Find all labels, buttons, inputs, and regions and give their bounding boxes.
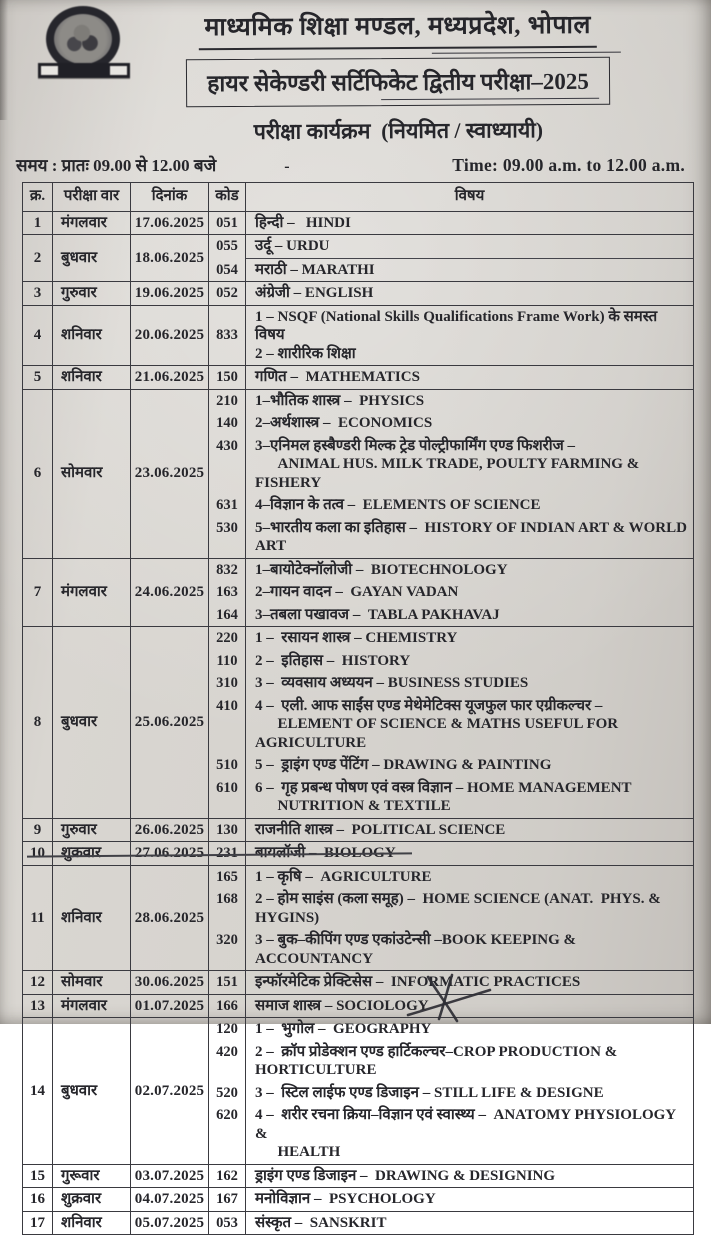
row-subject	[246, 754, 693, 777]
subject-entry	[209, 819, 693, 842]
subject-line: 2 – क्रॉप प्रोडेक्शन एण्ड हार्टिकल्चर–CROP PRODUCTION & HORTICULTURE	[255, 1043, 621, 1078]
row-code: 520	[209, 1082, 246, 1105]
subject-line: NUTRITION & TEXTILE	[255, 798, 451, 814]
subject-line: 4 – एली. आफ साईंस एण्ड मेथेमेटिक्स यूजफुल फार एग्रीकल्चर –	[255, 697, 603, 714]
row-date: 25.06.2025	[131, 627, 209, 818]
row-subject	[246, 212, 693, 235]
subject-entry	[209, 559, 693, 582]
row-date: 19.06.2025	[131, 282, 209, 305]
row-code: 140	[209, 412, 246, 435]
row-subject	[246, 559, 693, 582]
row-day: गुरुवार	[53, 819, 131, 842]
table-row	[23, 1212, 693, 1235]
row-subject	[246, 1212, 693, 1235]
row-code: 110	[209, 650, 246, 673]
row-code: 162	[209, 1165, 246, 1188]
row-serial: 13	[23, 995, 53, 1018]
subject-line: 1–बायोटेक्नॉलोजी – BIOTECHNOLOGY	[255, 561, 508, 578]
pen-x-scribble	[402, 968, 506, 1024]
subject-entry	[209, 390, 693, 413]
row-date: 28.06.2025	[131, 866, 209, 971]
row-code: 210	[209, 390, 246, 413]
row-serial: 14	[23, 1018, 53, 1164]
table-row	[23, 971, 693, 995]
row-code: 052	[209, 282, 246, 305]
table-row	[23, 1165, 693, 1189]
row-subject	[246, 888, 693, 929]
row-day: मंगलवार	[53, 559, 131, 627]
row-entries	[209, 1188, 693, 1211]
subject-entry	[209, 366, 693, 389]
row-date: 18.06.2025	[131, 235, 209, 281]
row-date: 02.07.2025	[131, 1018, 209, 1164]
row-subject	[246, 627, 693, 650]
row-code: 151	[209, 971, 246, 994]
exam-schedule-table	[22, 182, 694, 1235]
header-code: कोड	[209, 183, 246, 211]
header-subject: विषय	[454, 188, 485, 204]
subject-line: हिन्दी – HINDI	[255, 214, 351, 231]
subject-line: 1 – भुगोल – GEOGRAPHY	[255, 1021, 432, 1037]
table-row	[23, 1018, 693, 1165]
title-block	[118, 6, 679, 146]
subject-line: 5–भारतीय कला का इतिहास – HISTORY OF INDIAN ART & WORLD ART	[255, 519, 690, 554]
subject-line: 4 – शरीर रचना क्रिया–विज्ञान एवं स्वास्थ्य – ANATOMY PHYSIOLOGY &	[255, 1107, 680, 1142]
row-day: सोमवार	[53, 971, 131, 994]
row-day: शनिवार	[53, 366, 131, 389]
subject-entry	[209, 866, 693, 889]
row-serial: 12	[23, 971, 53, 994]
row-serial: 3	[23, 282, 53, 305]
table-row	[23, 866, 693, 972]
subject-entry	[209, 604, 693, 627]
row-date: 03.07.2025	[131, 1165, 209, 1188]
subject-line: ANIMAL HUS. MILK TRADE, POULTY FARMING & FISHERY	[255, 456, 643, 491]
row-entries	[209, 390, 693, 558]
subject-entry	[209, 777, 693, 818]
row-entries	[209, 366, 693, 389]
row-code: 320	[209, 929, 246, 970]
row-subject	[246, 1104, 693, 1164]
row-code: 120	[209, 1018, 246, 1041]
table-body	[23, 212, 693, 1235]
row-subject	[246, 259, 693, 282]
row-date: 17.06.2025	[131, 212, 209, 235]
time-row	[16, 153, 685, 176]
subject-line: 1 – रसायन शास्त्र – CHEMISTRY	[255, 630, 458, 646]
subject-line: बायलॉजी – BIOLOGY	[255, 845, 396, 861]
row-entries	[209, 1165, 693, 1188]
row-date: 26.06.2025	[131, 819, 209, 842]
row-code: 410	[209, 695, 246, 755]
table-row	[23, 306, 693, 367]
subject-line: 2 – शारीरिक शिक्षा	[255, 345, 356, 362]
row-subject	[246, 1165, 693, 1188]
row-subject	[246, 282, 693, 305]
row-code: 631	[209, 494, 246, 517]
subject-entry	[209, 581, 693, 604]
row-subject	[246, 517, 693, 558]
board-title: माध्यमिक शिक्षा मण्डल, मध्यप्रदेश, भोपाल	[198, 7, 597, 50]
row-subject	[246, 435, 693, 495]
row-serial: 9	[23, 819, 53, 842]
row-serial: 15	[23, 1165, 53, 1188]
row-date: 30.06.2025	[131, 971, 209, 994]
row-day: मंगलवार	[53, 995, 131, 1018]
row-subject	[246, 672, 693, 695]
table-row	[23, 819, 693, 843]
subject-entry	[209, 494, 693, 517]
header-serial: क्र.	[23, 183, 53, 211]
document-header	[0, 0, 711, 145]
table-row	[23, 366, 693, 390]
row-entries	[209, 306, 693, 366]
subject-line: 1 – कृषि – AGRICULTURE	[255, 868, 432, 885]
row-subject	[246, 650, 693, 673]
subject-entry	[209, 212, 693, 235]
row-day: बुधवार	[53, 627, 131, 818]
row-code: 051	[209, 212, 246, 235]
subject-line: समाज शास्त्र – SOCIOLOGY	[255, 997, 429, 1014]
table-row	[23, 1188, 693, 1212]
row-entries	[209, 1018, 693, 1164]
header-date: दिनांक	[131, 183, 209, 211]
subject-line: 3–तबला पखावज – TABLA PAKHAVAJ	[255, 606, 500, 623]
row-date: 24.06.2025	[131, 559, 209, 627]
row-code: 164	[209, 604, 246, 627]
program-title: परीक्षा कार्यक्रम (नियमित / स्वाध्यायी)	[253, 118, 544, 144]
row-code: 220	[209, 627, 246, 650]
row-code: 530	[209, 517, 246, 558]
row-date: 27.06.2025	[131, 842, 209, 865]
row-serial: 6	[23, 390, 53, 558]
subject-entry	[209, 929, 693, 970]
table-header-row	[23, 183, 693, 212]
row-code: 165	[209, 866, 246, 889]
subject-line: 2 – इतिहास – HISTORY	[255, 652, 411, 669]
row-code: 610	[209, 777, 246, 818]
subject-entry	[209, 259, 693, 282]
subject-entry	[209, 754, 693, 777]
subject-line: 3–एनिमल हस्बैण्डरी मिल्क ट्रेड पोल्ट्रीफार्मिंग एण्ड फिशरीज –	[255, 437, 576, 454]
subject-entry	[209, 1212, 693, 1235]
row-entries	[209, 866, 693, 971]
subject-entry	[209, 1188, 693, 1211]
row-day: शनिवार	[53, 306, 131, 366]
row-day: शनिवार	[53, 1212, 131, 1235]
subject-line: उर्दू – URDU	[255, 238, 330, 254]
row-subject	[246, 306, 693, 366]
row-day: मंगलवार	[53, 212, 131, 235]
row-subject	[246, 695, 693, 755]
row-subject	[246, 929, 693, 970]
row-code: 130	[209, 819, 246, 842]
row-subject	[246, 1041, 693, 1082]
row-day: गुरूवार	[53, 1165, 131, 1188]
row-subject	[246, 366, 693, 389]
row-subject	[246, 604, 693, 627]
row-entries	[209, 235, 693, 281]
seal-ribbon	[38, 63, 130, 78]
row-code: 231	[209, 842, 246, 865]
row-code: 510	[209, 754, 246, 777]
row-subject	[246, 581, 693, 604]
row-subject	[246, 1188, 693, 1211]
row-subject	[246, 494, 693, 517]
row-code: 150	[209, 366, 246, 389]
subject-entry	[209, 412, 693, 435]
time-english-label: Time: 09.00 a.m. to 12.00 a.m.	[452, 155, 685, 175]
subject-entry	[209, 650, 693, 673]
row-entries	[209, 282, 693, 305]
row-code: 168	[209, 888, 246, 929]
subject-line: राजनीति शास्त्र – POLITICAL SCIENCE	[255, 821, 506, 838]
subject-line: 3 – बुक–कीपिंग एण्ड एकांउटेन्सी –BOOK KEEPING & ACCOUNTANCY	[255, 932, 579, 967]
row-date: 21.06.2025	[131, 366, 209, 389]
subject-line: 3 – स्टिल लाईफ एण्ड डिजाइन – STILL LIFE & DESIGNE	[255, 1084, 604, 1101]
subject-line: मराठी – MARATHI	[255, 261, 375, 278]
row-code: 055	[209, 235, 246, 259]
row-subject	[246, 866, 693, 889]
subject-line: 1 – NSQF (National Skills Qualifications Frame Work) के समस्त विषय	[255, 308, 661, 343]
row-serial: 16	[23, 1188, 53, 1211]
row-serial: 7	[23, 559, 53, 627]
row-entries	[209, 842, 693, 865]
subject-line: ड्राइंग एण्ड डिजाइन – DRAWING & DESIGNING	[255, 1167, 556, 1184]
subject-line: 3 – व्यवसाय अध्ययन – BUSINESS STUDIES	[255, 675, 529, 691]
header-day: परीक्षा वार	[53, 183, 131, 211]
table-row	[23, 559, 693, 628]
subject-line: 2 – होम साइंस (कला समूह) – HOME SCIENCE (ANAT. PHYS. & HYGINS)	[255, 891, 665, 926]
row-date: 05.07.2025	[131, 1212, 209, 1235]
row-serial: 5	[23, 366, 53, 389]
subject-line: HEALTH	[255, 1144, 341, 1160]
subject-entry	[209, 517, 693, 558]
row-serial: 4	[23, 306, 53, 366]
subject-line: संस्कृत – SANSKRIT	[255, 1214, 387, 1231]
row-subject	[246, 390, 693, 413]
row-serial: 11	[23, 866, 53, 971]
row-day: शुक्रवार	[53, 842, 131, 865]
row-date: 01.07.2025	[131, 995, 209, 1018]
subject-line: गणित – MATHEMATICS	[255, 369, 420, 385]
subject-line: 2–गायन वादन – GAYAN VADAN	[255, 584, 459, 600]
row-entries	[209, 559, 693, 627]
exam-title-box	[186, 57, 610, 108]
subject-entry	[209, 672, 693, 695]
table-row	[23, 627, 693, 819]
row-serial: 1	[23, 212, 53, 235]
row-code: 053	[209, 1212, 246, 1235]
row-code: 620	[209, 1104, 246, 1164]
subject-entry	[209, 842, 693, 865]
subject-entry	[209, 235, 693, 259]
subject-line: 5 – ड्राइंग एण्ड पेंटिंग – DRAWING & PAINTING	[255, 757, 552, 773]
table-row	[23, 282, 693, 306]
row-code: 430	[209, 435, 246, 495]
row-date: 04.07.2025	[131, 1188, 209, 1211]
row-day: बुधवार	[53, 1018, 131, 1164]
subject-entry	[209, 1082, 693, 1105]
row-serial: 17	[23, 1212, 53, 1235]
subject-line: अंग्रेजी – ENGLISH	[255, 285, 374, 301]
time-dash: -	[284, 158, 290, 175]
board-seal-icon	[38, 6, 130, 84]
row-subject	[246, 1082, 693, 1105]
subject-entry	[209, 306, 693, 366]
row-entries	[209, 819, 693, 842]
subject-line: 6 – गृह प्रबन्ध पोषण एवं वस्त्र विज्ञान – HOME MANAGEMENT	[255, 779, 632, 796]
row-date: 23.06.2025	[131, 390, 209, 558]
subject-entry	[209, 1165, 693, 1188]
row-date: 20.06.2025	[131, 306, 209, 366]
row-entries	[209, 627, 693, 818]
table-row	[23, 390, 693, 559]
row-code: 166	[209, 995, 246, 1018]
row-entries	[209, 1212, 693, 1235]
subject-entry	[209, 1104, 693, 1164]
row-code: 833	[209, 306, 246, 366]
row-code: 310	[209, 672, 246, 695]
table-row	[23, 995, 693, 1019]
row-subject	[246, 842, 693, 865]
row-subject	[246, 412, 693, 435]
subject-line: 1–भौतिक शास्त्र – PHYSICS	[255, 392, 425, 409]
subject-entry	[209, 1041, 693, 1082]
row-day: सोमवार	[53, 390, 131, 558]
row-serial: 8	[23, 627, 53, 818]
subject-entry	[209, 282, 693, 305]
subject-entry	[209, 695, 693, 755]
row-subject	[246, 235, 693, 259]
table-row	[23, 212, 693, 236]
row-day: बुधवार	[53, 235, 131, 281]
row-code: 054	[209, 259, 246, 282]
row-subject	[246, 777, 693, 818]
subject-line: इन्फॉरमेटिक प्रेक्टिसेस – INFORMATIC PRACTICES	[255, 974, 581, 990]
exam-title: हायर सेकेण्डरी सर्टिफिकेट द्वितीय परीक्षा–2025	[207, 68, 589, 97]
table-row	[23, 235, 693, 282]
row-code: 163	[209, 581, 246, 604]
row-subject	[246, 819, 693, 842]
row-code: 420	[209, 1041, 246, 1082]
row-code: 832	[209, 559, 246, 582]
subject-entry	[209, 435, 693, 495]
subject-line: 2–अर्थशास्त्र – ECONOMICS	[255, 415, 433, 431]
subject-entry	[209, 627, 693, 650]
row-day: गुरुवार	[53, 282, 131, 305]
subject-entry	[209, 888, 693, 929]
row-serial: 10	[23, 842, 53, 865]
time-hindi-label: समय : प्रातः 09.00 से 12.00 बजे	[16, 156, 217, 175]
row-day: शुक्रवार	[53, 1188, 131, 1211]
row-entries	[209, 212, 693, 235]
subject-line: 4–विज्ञान के तत्व – ELEMENTS OF SCIENCE	[255, 497, 541, 513]
subject-line: मनोविज्ञान – PSYCHOLOGY	[255, 1191, 436, 1207]
row-code: 167	[209, 1188, 246, 1211]
row-serial: 2	[23, 235, 53, 281]
subject-line: ELEMENT OF SCIENCE & MATHS USEFUL FOR AGRICULTURE	[255, 716, 622, 751]
row-day: शनिवार	[53, 866, 131, 971]
table-row	[23, 842, 693, 866]
